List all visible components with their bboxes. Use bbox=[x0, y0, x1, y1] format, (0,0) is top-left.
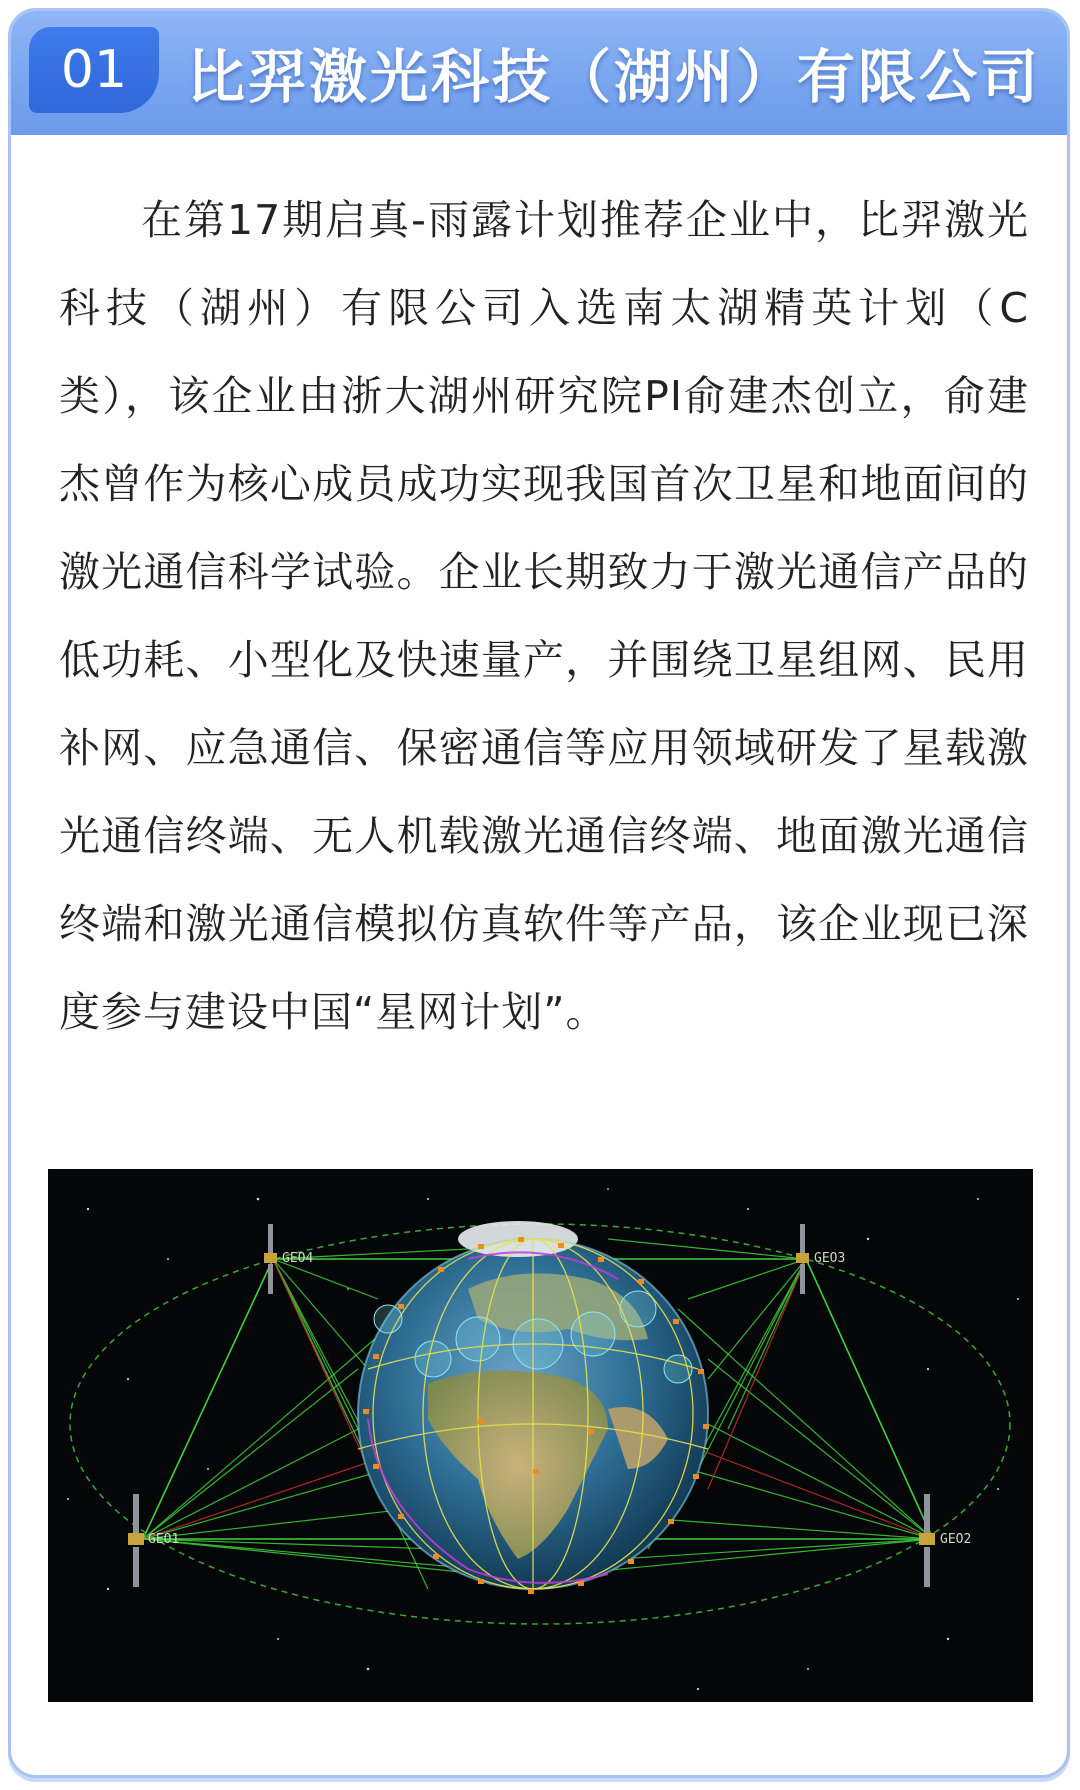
satellite-network-illustration bbox=[48, 1169, 1033, 1702]
geo-satellite-2 bbox=[919, 1494, 971, 1587]
geo-satellite-3 bbox=[796, 1224, 845, 1294]
satellite-network-image bbox=[48, 1169, 1033, 1702]
article-paragraph: 在第17期启真-雨露计划推荐企业中，比羿激光科技（湖州）有限公司入选南太湖精英计划（C类），该企业由浙大湖州研究院PI俞建杰创立，俞建杰曾作为核心成员成功实现我国首次卫星和地面间的激光通信科学试验。企业长期致力于激光通信产品的低功耗、小型化及快速量产，并围绕卫星组网、民用补网、应急通信、保密通信等应用领域研发了星载激光通信终端、无人机载激光通信终端、地面激光通信终端和激光通信模拟仿真软件等产品，该企业现已深度参与建设中国“星网计划”。 bbox=[59, 196, 1029, 1036]
geo-satellite-4 bbox=[264, 1224, 313, 1294]
company-title: 比羿激光科技（湖州）有限公司 bbox=[187, 43, 1042, 111]
card-header bbox=[11, 11, 1067, 135]
geo2-label: GEO2 bbox=[940, 1532, 972, 1547]
geo3-label: GEO3 bbox=[814, 1251, 846, 1266]
company-card bbox=[8, 8, 1070, 1778]
geo4-label: GEO4 bbox=[282, 1251, 314, 1266]
geo1-label: GEO1 bbox=[148, 1532, 180, 1547]
section-number-badge: 01 bbox=[29, 27, 159, 113]
geo-satellite-1 bbox=[128, 1494, 179, 1587]
